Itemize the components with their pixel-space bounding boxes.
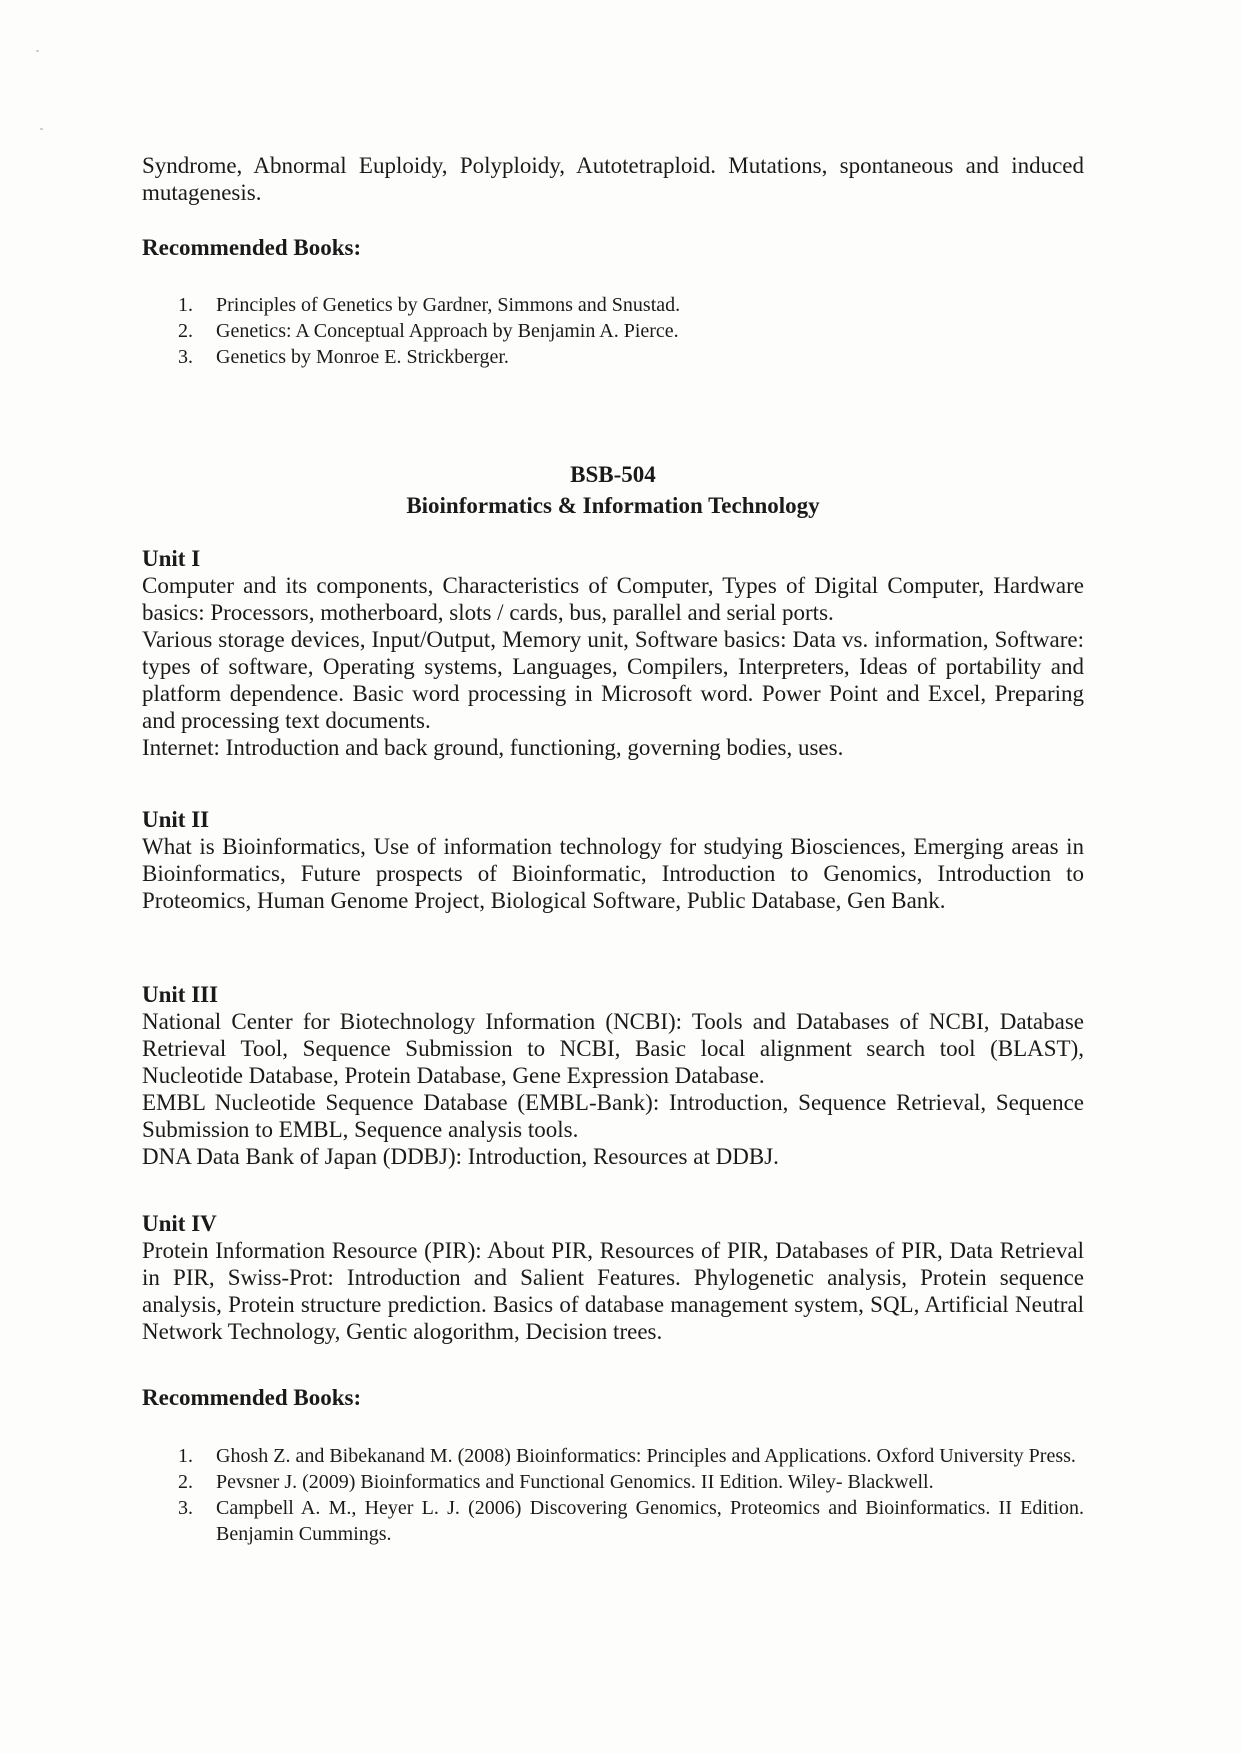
recommended-books-heading: Recommended Books: [142,1385,362,1410]
scan-speck [36,50,39,52]
book-number: 3. [178,1497,193,1519]
book-number: 1. [178,294,193,316]
recommended-books-heading: Recommended Books: [142,235,362,260]
unit-heading: Unit IV [142,1211,217,1236]
unit-paragraph: National Center for Biotechnology Information (NCBI): Tools and Databases of NCBI, Database Retrieval Tool, Sequence Submission to NCBI, Basic local alignment search tool (BLAST), Nucleotide Database, Protein Database, Gene Expression Database. [142,1009,1084,1088]
book-text: Principles of Genetics by Gardner, Simmons and Snustad. [216,294,681,316]
unit-paragraph: Internet: Introduction and back ground, functioning, governing bodies, uses. [142,735,844,760]
unit-paragraph: Protein Information Resource (PIR): About PIR, Resources of PIR, Databases of PIR, Data Retrieval in PIR, Swiss-Prot: Introduction and Salient Features. Phylogenetic analysis, Protein sequence analysis, Protein structure prediction. Basics of database management system, SQL, Artificial Neutral Network Technology, Gentic alogorithm, Decision trees. [142,1238,1084,1344]
book-number: 3. [178,346,193,368]
unit-2-section [142,806,1084,914]
intro-section [142,152,1084,206]
book-list [142,292,1084,370]
book-list [142,1443,1084,1547]
book-text: Genetics: A Conceptual Approach by Benjamin A. Pierce. [216,320,679,342]
book-list-bioinformatics [142,1443,1084,1547]
unit-heading: Unit III [142,982,219,1007]
unit-paragraph: Various storage devices, Input/Output, Memory unit, Software basics: Data vs. information, Software: types of software, Operating systems, Languages, Compilers, Interpreters, Ideas of portability and platform dependence. Basic word processing in Microsoft word. Power Point and Excel, Preparing and processing text documents. [142,627,1084,733]
book-item [142,292,1084,318]
intro-paragraph: Syndrome, Abnormal Euploidy, Polyploidy, Autotetraploid. Mutations, spontaneous and induced mutagenesis. [142,153,1084,205]
unit-paragraph: Computer and its components, Characteristics of Computer, Types of Digital Computer, Hardware basics: Processors, motherboard, slots / cards, bus, parallel and serial ports. [142,573,1084,625]
book-text: Campbell A. M., Heyer L. J. (2006) Discovering Genomics, Proteomics and Bioinformatics. II Edition. Benjamin Cummings. [216,1497,1084,1545]
book-number: 2. [178,320,193,342]
unit-3-section [142,981,1084,1170]
recommended-books-bioinformatics [142,1384,1084,1411]
course-heading [142,459,1084,521]
book-text: Ghosh Z. and Bibekanand M. (2008) Bioinformatics: Principles and Applications. Oxford University Press. [216,1445,1076,1467]
book-number: 1. [178,1445,193,1467]
unit-paragraph: EMBL Nucleotide Sequence Database (EMBL-Bank): Introduction, Sequence Retrieval, Sequence Submission to EMBL, Sequence analysis tools. [142,1090,1084,1142]
unit-paragraph: What is Bioinformatics, Use of information technology for studying Biosciences, Emerging areas in Bioinformatics, Future prospects of Bioinformatic, Introduction to Genomics, Introduction to Proteomics, Human Genome Project, Biological Software, Public Database, Gen Bank. [142,834,1084,913]
unit-4-section [142,1210,1084,1345]
book-item [142,1469,1084,1495]
unit-1-section [142,545,1084,761]
scan-speck [40,128,43,130]
unit-paragraph: DNA Data Bank of Japan (DDBJ): Introduction, Resources at DDBJ. [142,1144,779,1169]
book-number: 2. [178,1471,193,1493]
recommended-books-genetics [142,234,1084,261]
unit-heading: Unit II [142,807,210,832]
course-title: Bioinformatics & Information Technology [406,493,820,518]
book-item [142,1443,1084,1469]
book-item [142,318,1084,344]
book-item [142,344,1084,370]
book-text: Genetics by Monroe E. Strickberger. [216,346,509,368]
book-item [142,1495,1084,1547]
unit-heading: Unit I [142,546,201,571]
course-code: BSB-504 [570,462,656,487]
book-list-genetics [142,292,1084,370]
book-text: Pevsner J. (2009) Bioinformatics and Functional Genomics. II Edition. Wiley- Blackwell. [216,1471,934,1493]
